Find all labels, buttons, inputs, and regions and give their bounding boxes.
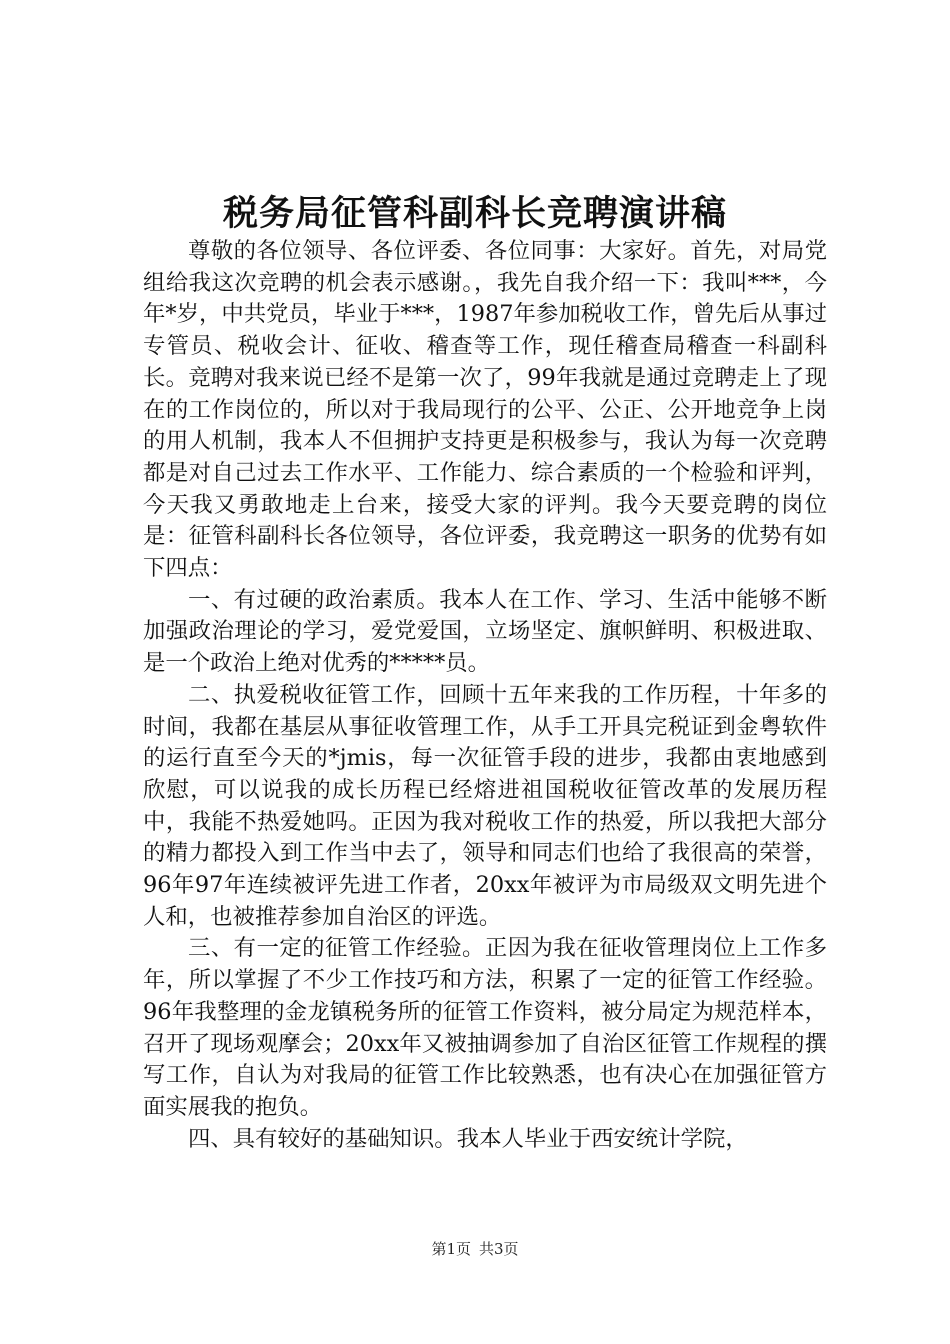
document-title: 税务局征管科副科长竞聘演讲稿	[222, 193, 727, 234]
paragraph-intro: 尊敬的各位领导、各位评委、各位同事：大家好。首先，对局党组给我这次竞聘的机会表示感谢。，我先自我介绍一下：我叫***，今年*岁，中共党员，毕业于***，1987年参加税收工作，曾先后从事过专管员、税收会计、征收、稽查等工作，现任稽查局稽查一科副科长。竞聘对我来说已经不是第一次了，99年我就是通过竞聘走上了现在的工作岗位的，所以对于我局现行的公平、公正、公开地竞争上岗的用人机制，我本人不但拥护支持更是积极参与，我认为每一次竞聘都是对自己过去工作水平、工作能力、综合素质的一个检验和评判，今天我又勇敢地走上台来，接受大家的评判。我今天要竞聘的岗位是：征管科副科长各位领导，各位评委，我竞聘这一职务的优势有如下四点：	[143, 238, 827, 582]
page-total: 共3页	[479, 1240, 519, 1258]
paragraph-point-3: 三、有一定的征管工作经验。正因为我在征收管理岗位上工作多年，所以掌握了不少工作技巧和方法，积累了一定的征管工作经验。96年我整理的金龙镇税务所的征管工作资料，被分局定为规范样本，召开了现场观摩会；20xx年又被抽调参加了自治区征管工作规程的撰写工作，自认为对我局的征管工作比较熟悉，也有决心在加强征管方面实展我的抱负。	[143, 935, 827, 1120]
paragraph-point-4: 四、具有较好的基础知识。我本人毕业于西安统计学院，	[188, 1125, 748, 1152]
paragraph-point-2: 二、执爱税收征管工作，回顾十五年来我的工作历程，十年多的时间，我都在基层从事征收管理工作，从手工开具完税证到金粤软件的运行直至今天的*jmis，每一次征管手段的进步，我都由衷地感到欣慰，可以说我的成长历程已经熔进祖国税收征管改革的发展历程中，我能不热爱她吗。正因为我对税收工作的热爱，所以我把大部分的精力都投入到工作当中去了，领导和同志们也给了我很高的荣誉，96年97年连续被评先进工作者，20xx年被评为市局级双文明先进个人和，也被推荐参加自治区的评选。	[143, 681, 827, 930]
document-body	[143, 236, 827, 1155]
page-footer	[0, 1238, 950, 1259]
page-number: 第1页	[431, 1240, 471, 1258]
paragraph-point-1: 一、有过硬的政治素质。我本人在工作、学习、生活中能够不断加强政治理论的学习，爱党爱国，立场坚定、旗帜鲜明、积极进取、是一个政治上绝对优秀的*****员。	[143, 586, 827, 677]
